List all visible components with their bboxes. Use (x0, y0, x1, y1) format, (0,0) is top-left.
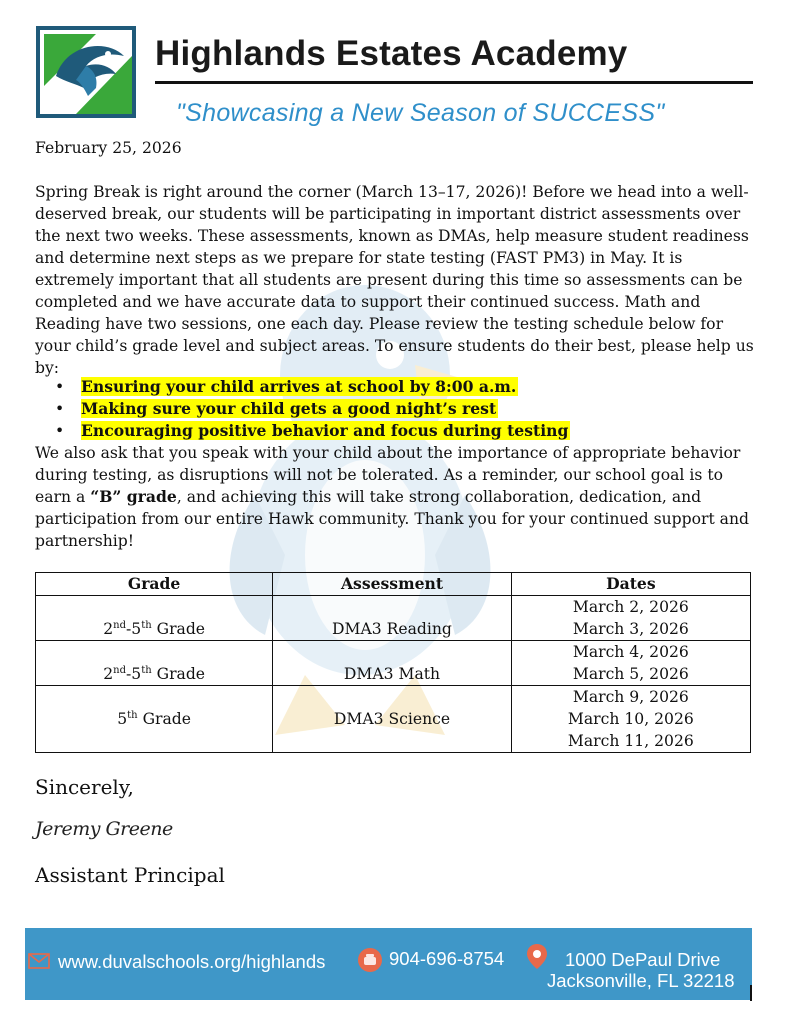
letterhead (36, 26, 756, 136)
dates-cell (511, 686, 750, 753)
location-pin-icon (523, 942, 551, 970)
list-item (55, 420, 570, 442)
address-city: Jacksonville, FL 32218 (547, 970, 735, 991)
help-list (55, 376, 570, 442)
grade-cell: 5th Grade (36, 686, 273, 753)
hawk-logo-icon (36, 26, 136, 118)
contact-footer (25, 928, 752, 1000)
help-item-behavior: Encouraging positive behavior and focus during testing (81, 421, 569, 440)
letter-closing-paragraph (35, 442, 755, 552)
mail-icon (28, 953, 50, 969)
closing-paragraph-part-2: , and achieving this will take strong collaboration, dedication, and participation from our entire Hawk community. Thank you for your continued support and partnership! (35, 488, 750, 550)
dates-cell (511, 641, 750, 686)
phone-icon (357, 947, 383, 973)
testing-schedule-table (35, 572, 751, 753)
date-item: March 3, 2026 (572, 620, 689, 638)
list-item (55, 376, 570, 398)
letter-intro-paragraph: Spring Break is right around the corner (March 13–17, 2026)! Before we head into a well-deserved break, our students will be participating in important district assessments over the next two weeks. These assessments, known as DMAs, help measure student readiness and determine next steps as we prepare for state testing (FAST PM3) in May. It is extremely important that all students are present during this time so assessments can be completed and we have accurate data to support their continued success. Math and Reading have two sessions, one each day. Please review the testing schedule below for your child’s grade level and subject areas. To ensure students do their best, please help us by: (35, 183, 754, 377)
footer-edge-mark (750, 985, 752, 1001)
table-row (36, 596, 751, 641)
school-goal-grade: “B” grade (90, 487, 177, 506)
grade-cell: 2nd-5th Grade (36, 641, 273, 686)
assessment-cell: DMA3 Reading (273, 596, 511, 641)
address-street: 1000 DePaul Drive (565, 949, 721, 970)
date-item: March 9, 2026 (572, 688, 689, 706)
list-item (55, 398, 570, 420)
assessment-cell: DMA3 Science (273, 686, 511, 753)
table-row (36, 641, 751, 686)
grade-cell: 2nd-5th Grade (36, 596, 273, 641)
header-dates: Dates (511, 573, 750, 596)
help-item-rest: Making sure your child gets a good night’s rest (81, 399, 497, 418)
header-assessment: Assessment (273, 573, 511, 596)
closing-paragraph-part-1: We also ask that you speak with your child about the importance of appropriate behavior during testing, as disruptions will not be tolerated. As a reminder, our school goal is to earn a (35, 444, 741, 506)
header-divider (155, 81, 753, 84)
assessment-cell: DMA3 Math (273, 641, 511, 686)
date-item: March 11, 2026 (567, 732, 694, 750)
school-name: Highlands Estates Academy (155, 34, 628, 73)
date-item: March 10, 2026 (567, 710, 694, 728)
phone-number[interactable]: 904-696-8754 (389, 948, 505, 969)
date-item: March 5, 2026 (572, 665, 689, 683)
table-row (36, 686, 751, 753)
header-grade: Grade (36, 573, 273, 596)
dates-cell (511, 596, 750, 641)
date-item: March 4, 2026 (572, 643, 689, 661)
signature: Jeremy Greene (35, 818, 173, 840)
signer-title: Assistant Principal (35, 863, 225, 887)
closing-salutation: Sincerely, (35, 775, 134, 799)
letter-date: February 25, 2026 (35, 139, 182, 157)
website-link[interactable]: www.duvalschools.org/highlands (58, 951, 326, 972)
date-item: March 2, 2026 (572, 598, 689, 616)
table-header-row (36, 573, 751, 596)
help-item-arrival: Ensuring your child arrives at school by 8:00 a.m. (81, 377, 517, 396)
school-motto: "Showcasing a New Season of SUCCESS" (176, 99, 665, 127)
